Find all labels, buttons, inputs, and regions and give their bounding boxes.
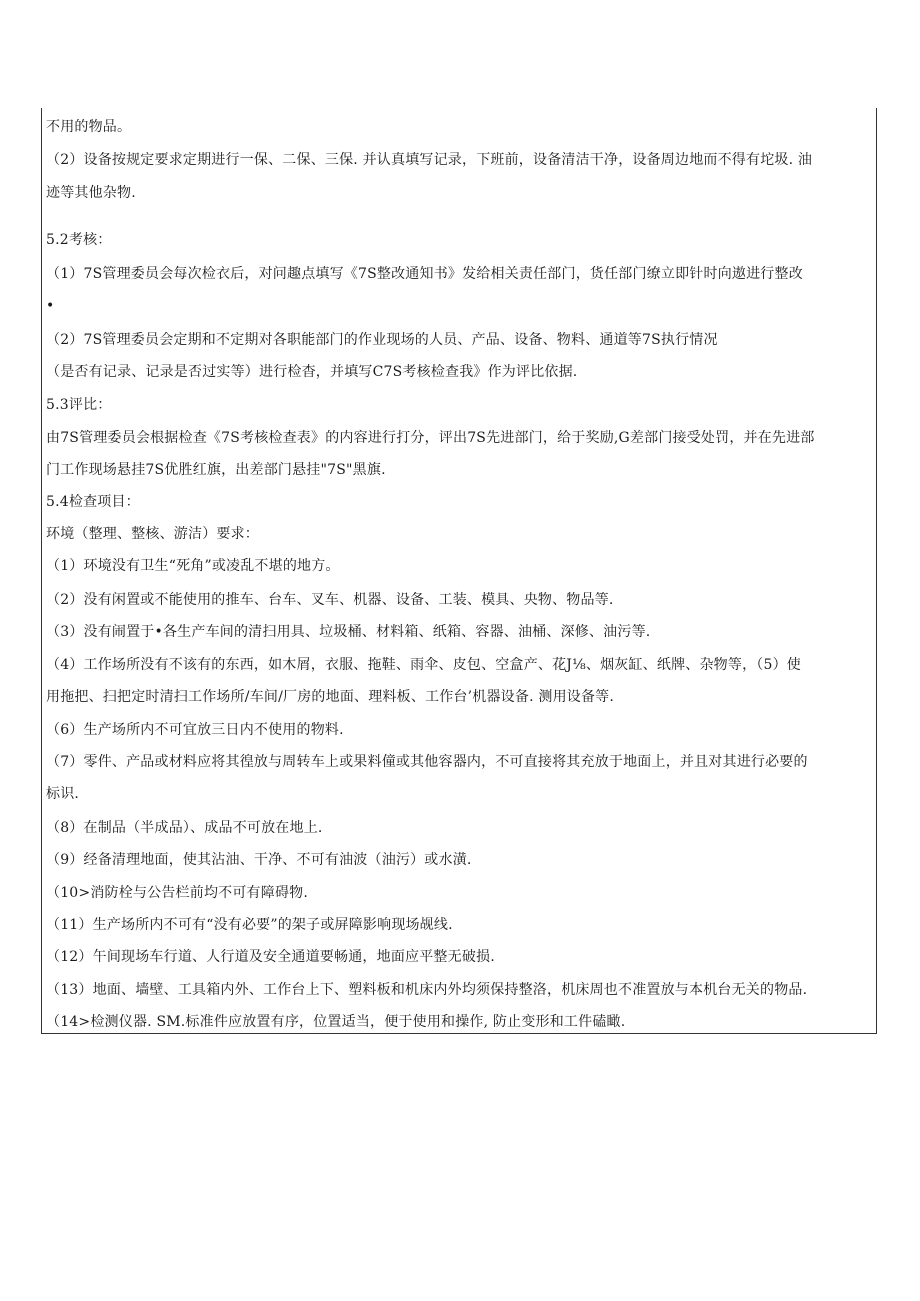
text-line: （2）设备按规定要求定期进行一保、二保、三保. 并认真填写记录，下班前，设备清洁干净，设备周边地而不得有坨圾. 油 — [46, 152, 813, 168]
text-line: 由7S管理委员会根据检查《7S考核检查表》的内容进行打分，评出7S先进部门，给于奖励,G差部门接受处罚，并在先进部 — [46, 430, 815, 446]
text-line: 标识. — [46, 786, 80, 802]
text-line: （1）7S管理委员会每次检衣后，对问趣点填写《7S整改通知书》发给相关责任部门，货任部门缭立即针时向遨进行整改 — [46, 266, 803, 282]
text-line: 不用的物品。 — [46, 119, 132, 135]
section-heading: 5.2考核： — [46, 232, 112, 248]
text-line: （6）生产场所内不可宜放三日内不使用的物料. — [46, 722, 344, 738]
text-line: 门工作现场悬挂7S优胜红旗，出差部门悬挂"7S"黑旗. — [46, 462, 386, 478]
text-line: 环境（整理、整核、游洁）要求： — [46, 526, 259, 542]
text-line: （是否有记录、记录是否过实等）进行检杳，并填写C7S考核检查我》作为评比依据. — [46, 364, 578, 380]
section-heading: 5.3评比： — [46, 397, 112, 413]
text-line: 迹等其他杂物. — [46, 185, 136, 201]
text-line: （10>消防栓与公告栏前均不可有障碍物. — [46, 885, 308, 901]
text-line: （1）环境没有卫生“死角”或凌乱不堪的地方。 — [46, 558, 340, 574]
text-line: （12）午间现场车行道、人行道及安全通道要畅通，地面应平整无破损. — [46, 949, 495, 965]
text-line: （11）生产场所内不可有“没有必要”的架子或屏障影响现场觇线. — [46, 917, 453, 933]
text-line: （2）7S管理委员会定期和不定期对各职能部门的作业现场的人员、产品、设备、物料、通道等7S执行情况 — [46, 332, 718, 348]
text-line: （2）没有闲置或不能使用的推车、台车、叉车、机器、设备、工装、模具、央物、物品等. — [46, 592, 614, 608]
text-line: （4）工作场所没有不该有的东西，如木屑，衣服、拖鞋、雨伞、皮包、空盒产、花J⅛、烟灰缸、纸牌、杂物等，（5）使 — [46, 657, 801, 673]
text-line: （13）地面、墙壁、工具箱内外、工作台上下、塑料板和机床内外均须保持整洛，机床周也不准置放与本机台无关的物品. — [46, 982, 808, 998]
text-line: 用拖把、扫把定时清扫工作场所/车间/厂房的地面、理料板、工作台’机器设备. 测用设备等. — [46, 689, 615, 705]
text-line: （9）经备清理地面，使其沾油、干净、不可有油波（油污）或水潢. — [46, 852, 472, 868]
text-line: • — [46, 298, 55, 314]
text-line: （3）没有闹置于•各生产车间的清扫用具、垃圾桶、材料箱、纸箱、容器、油桶、深修、油污等. — [46, 624, 651, 640]
section-heading: 5.4检查项目： — [46, 494, 140, 510]
text-line: （7）零件、产品或材料应将其徨放与周转车上或果料僮或其他容器内，不可直接将其充放于地面上，并且对其进行必要的 — [46, 754, 808, 770]
text-line: （8）在制品（半成品）、成品不可放在地上. — [46, 820, 323, 836]
text-line: （14>检测仪器. SM.标准件应放置有序，位置适当，便于使用和操作, 防止变形和工件磕瞰. — [46, 1014, 626, 1030]
